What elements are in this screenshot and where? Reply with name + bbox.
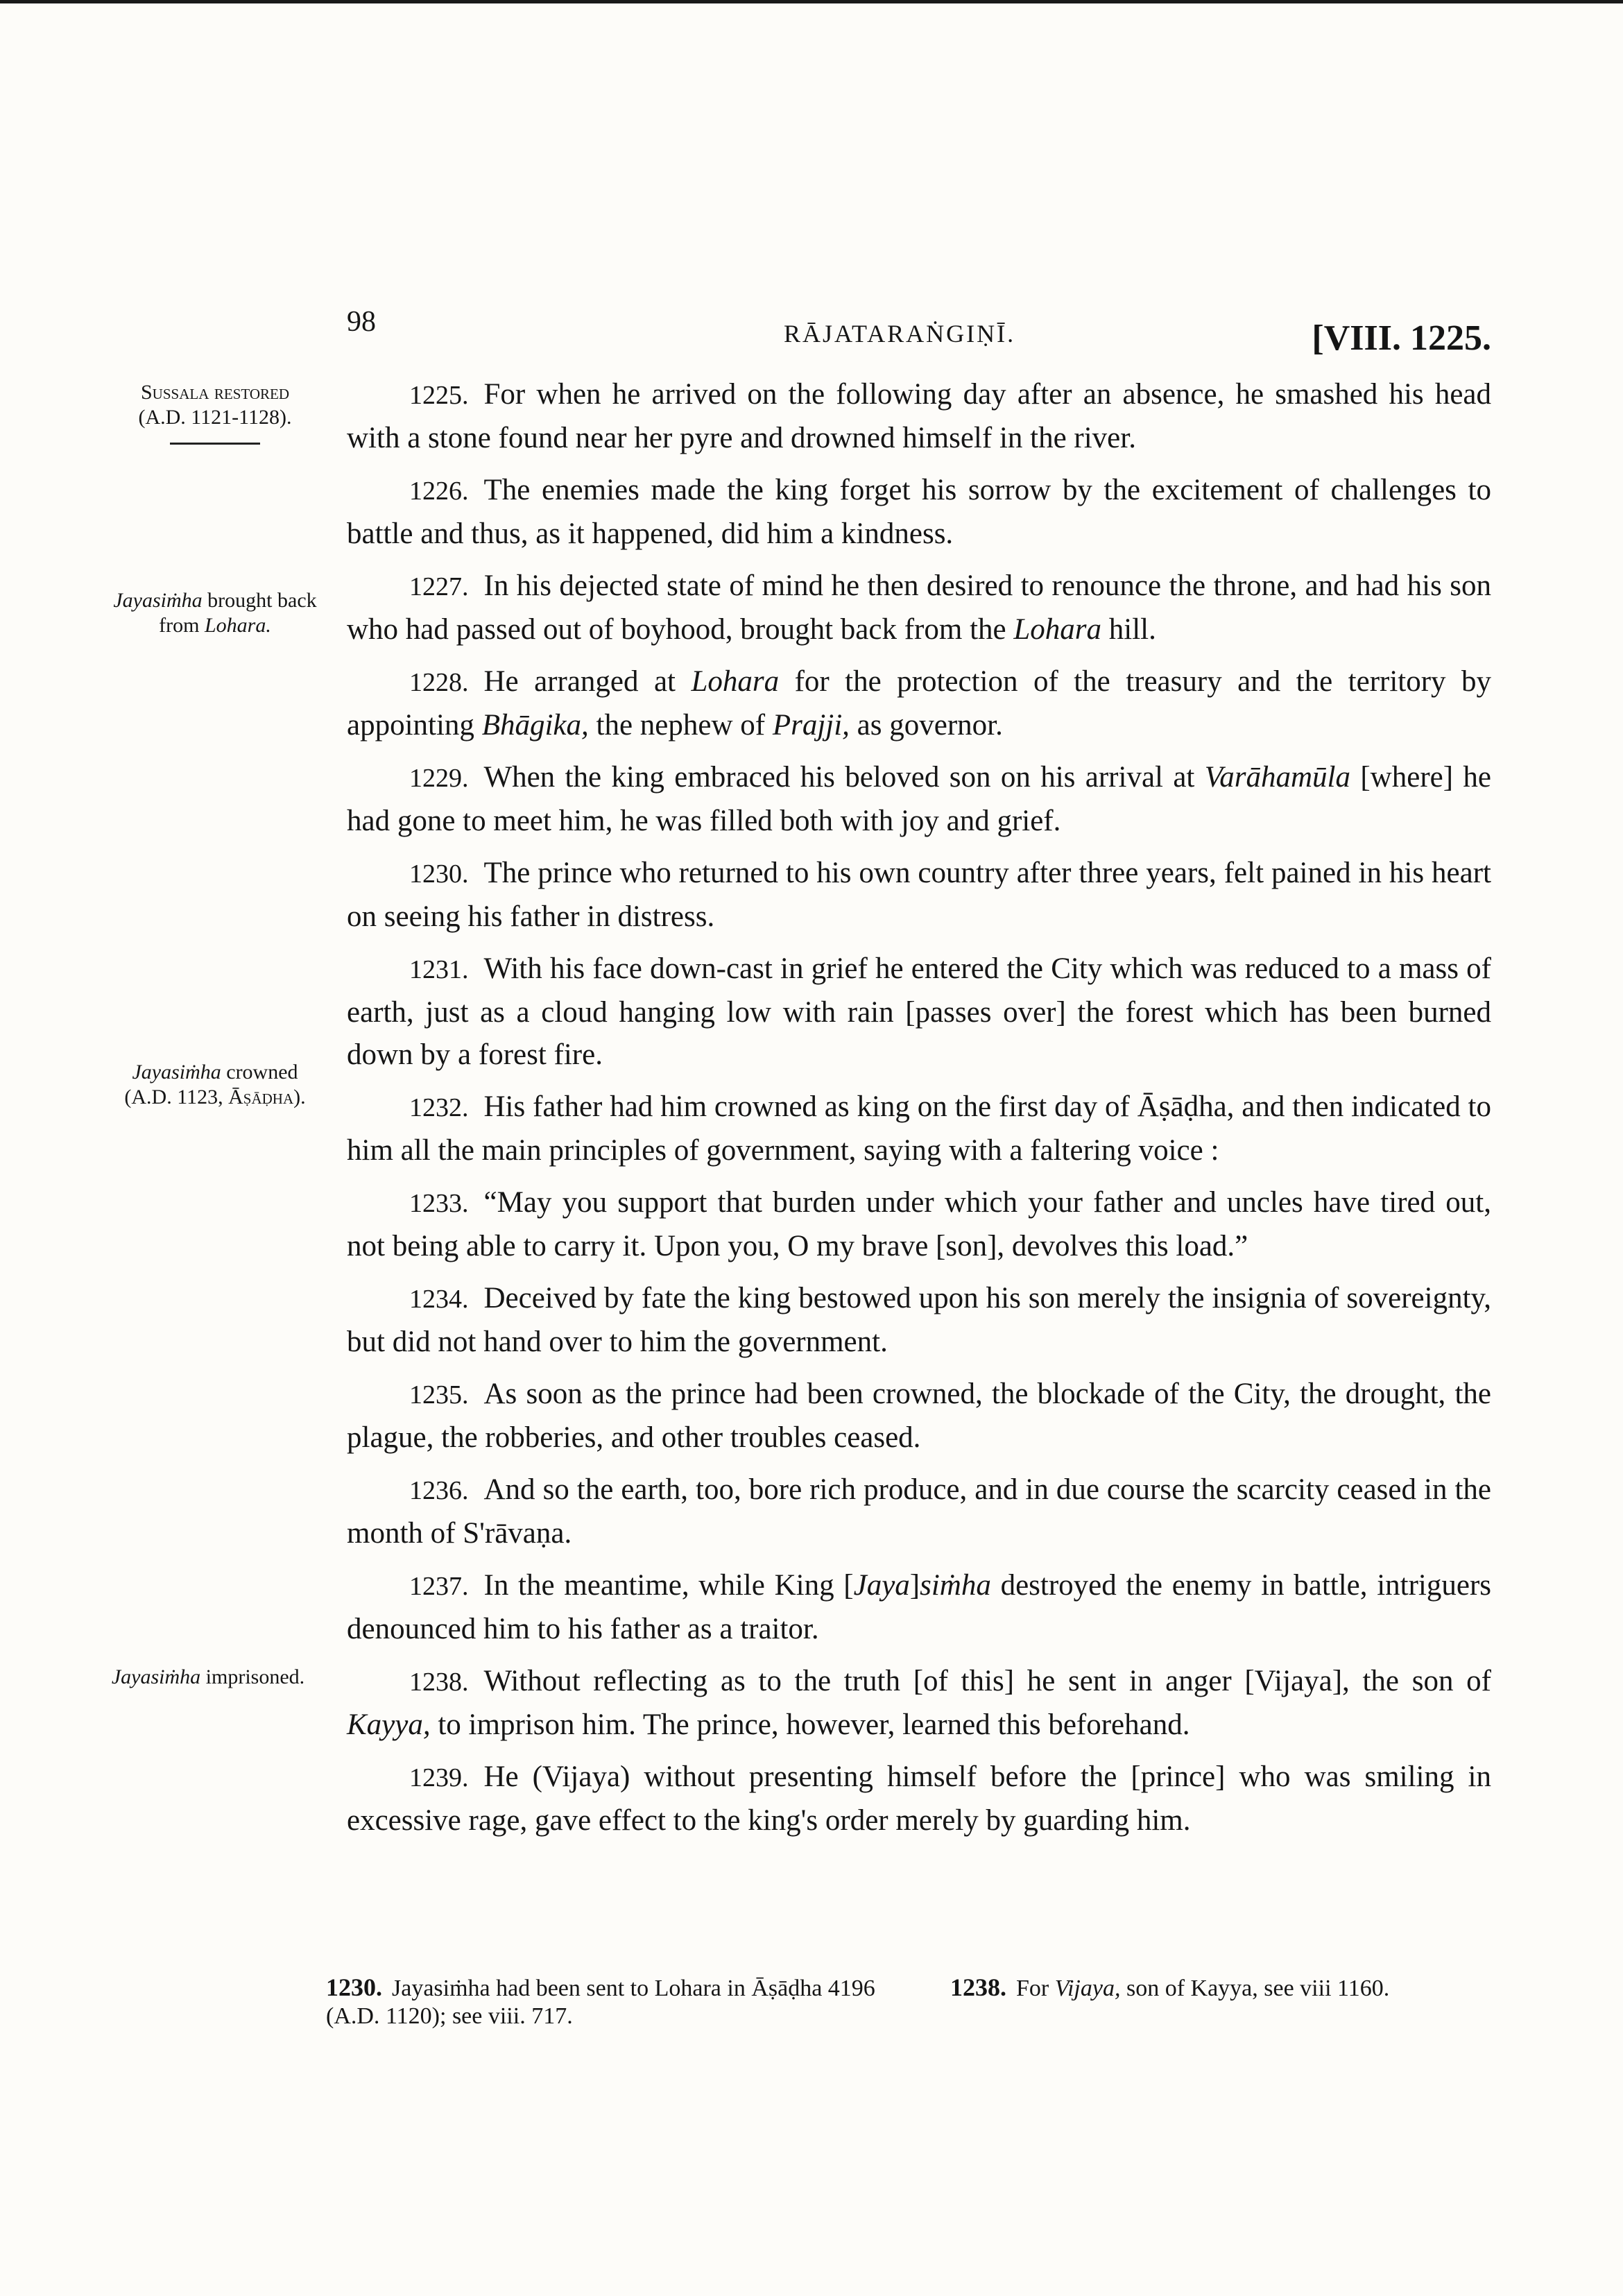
- verse-number: 1233.: [409, 1189, 469, 1218]
- footnote-text: son of Kayya, see viii 1160.: [1126, 1976, 1390, 2001]
- verse-number: 1232.: [409, 1093, 469, 1122]
- footnote-text: 1120); see viii. 717.: [385, 2003, 573, 2029]
- verse-number: 1231.: [409, 955, 469, 984]
- sidenote-title: Sussala restored: [141, 381, 289, 404]
- sidenote-jayasimha-brought-back: [104, 588, 326, 638]
- section-marker: [VIII. 1225.: [1312, 318, 1491, 358]
- verse-number: 1225.: [409, 381, 469, 410]
- footnote-1238: [950, 1973, 1491, 2003]
- verse-text: When the king embraced his beloved son on his arrival at: [483, 761, 1195, 794]
- sidenote-rule: [170, 443, 260, 445]
- footnote-text: For: [1016, 1976, 1049, 2001]
- verse-text: to imprison him. The prince, however, learned this beforehand.: [438, 1708, 1190, 1741]
- person-name: Prajji,: [772, 709, 850, 742]
- verse-number: 1239.: [409, 1763, 469, 1792]
- place-name: Lohara: [691, 665, 780, 698]
- sidenote-jayasimha-crowned: [104, 1060, 326, 1110]
- verse-text: His father had him crowned as king on the first day of Āṣāḍha, and then indicated to him all the main principles of government, saying with a faltering voice :: [347, 1090, 1491, 1167]
- verse-text: With his face down-cast in grief he entered the City which was reduced to a mass of earth, just as a cloud hanging low with rain [passes over] the forest which has been burned down by a forest fire.: [347, 952, 1491, 1071]
- footnote-number: 1238.: [950, 1973, 1006, 2001]
- running-title: RĀJATARAṄGIṆĪ.: [784, 320, 1016, 348]
- footnote-number: 1230.: [326, 1973, 382, 2001]
- verse-text: destroyed the enemy in battle, intriguers denounced him to his father as a traitor.: [347, 1569, 1492, 1645]
- person-name: Jaya: [853, 1569, 910, 1602]
- verse-text: As soon as the prince had been crowned, the blockade of the City, the drought, the plague, the robberies, and other troubles ceased.: [347, 1378, 1491, 1454]
- verse-1234: [347, 1277, 1491, 1363]
- footnote-text: Jayasiṁha had been sent to Lohara in Āṣāḍha 4196 (: [326, 1976, 875, 2029]
- verse-1232: [347, 1086, 1491, 1172]
- verse-text: ]: [909, 1569, 920, 1602]
- top-border-line: [0, 0, 1623, 3]
- person-name: Vijaya,: [1054, 1976, 1121, 2001]
- place-name: Varāhamūla: [1204, 761, 1350, 794]
- verse-1235: [347, 1373, 1491, 1459]
- sidenote-jayasimha-imprisoned: [55, 1665, 361, 1690]
- verse-1237: [347, 1564, 1491, 1650]
- footnote-1230: [326, 1973, 895, 2030]
- verse-text: “May you support that burden under which your father and uncles have tired out, not being able to carry it. Upon you, O my brave [son], devolves this load.”: [347, 1186, 1491, 1262]
- verse-text: For when he arrived on the following day after an absence, he smashed his head with a stone found near her pyre and drowned himself in the river.: [347, 378, 1491, 454]
- running-header: [347, 305, 1491, 358]
- verse-text: [where] he had gone to meet him, he was filled both with joy and grief.: [347, 761, 1491, 837]
- person-name: Bhāgika,: [481, 709, 589, 742]
- verse-1225: [347, 373, 1491, 459]
- main-text: [347, 373, 1491, 1851]
- verse-number: 1234.: [409, 1285, 469, 1314]
- verse-text: the nephew of: [596, 709, 766, 742]
- sidenote-text: crowned: [226, 1061, 298, 1083]
- verse-1226: [347, 469, 1491, 555]
- verse-text: In his dejected state of mind he then desired to renounce the throne, and had his son who had passed out of boyhood, brought back from the: [347, 569, 1491, 646]
- verse-number: 1236.: [409, 1476, 469, 1505]
- verse-number: 1228.: [409, 668, 469, 697]
- verse-text: as governor.: [857, 709, 1003, 742]
- verse-1231: [347, 948, 1491, 1076]
- verse-text: Deceived by fate the king bestowed upon his son merely the insignia of sovereignty, but did not hand over to him the government.: [347, 1282, 1491, 1358]
- verse-number: 1227.: [409, 572, 469, 601]
- verse-1233: [347, 1181, 1491, 1267]
- sidenote-date: (A.D. 1123, Āṣāḍha).: [124, 1086, 306, 1108]
- verse-text: In the meantime, while King [: [483, 1569, 854, 1602]
- verse-text: for the protection of the treasury and the territory by appointing: [347, 665, 1492, 742]
- verse-1228: [347, 660, 1491, 746]
- place-name: Lohara: [1013, 613, 1102, 646]
- verse-1239: [347, 1756, 1491, 1842]
- sidenote-name: Jayasiṁha: [113, 589, 203, 612]
- verse-text: He (Vijaya) without presenting himself before the [prince] who was smiling in excessive rage, gave effect to the king's order merely by guarding him.: [347, 1760, 1491, 1837]
- sidenote-text: brought back from: [159, 589, 317, 637]
- verse-number: 1230.: [409, 859, 469, 889]
- verse-text: He arranged at: [483, 665, 676, 698]
- sidenote-place: Lohara.: [204, 614, 271, 637]
- page-number: 98: [347, 306, 376, 338]
- verse-1229: [347, 756, 1491, 842]
- verse-text: hill.: [1108, 613, 1156, 646]
- verse-number: 1229.: [409, 764, 469, 793]
- verse-text: The enemies made the king forget his sorrow by the excitement of challenges to battle and thus, as it happened, did him a kindness.: [347, 474, 1491, 550]
- verse-1238: [347, 1660, 1491, 1746]
- verse-number: 1238.: [409, 1668, 469, 1697]
- verse-text: And so the earth, too, bore rich produce, and in due course the scarcity ceased in the month of S'rāvaṇa.: [347, 1473, 1491, 1550]
- verse-text: The prince who returned to his own country after three years, felt pained in his heart on seeing his father in distress.: [347, 857, 1491, 933]
- verse-number: 1235.: [409, 1380, 469, 1410]
- verse-number: 1237.: [409, 1572, 469, 1601]
- sidenote-date: (A.D. 1121-1128).: [138, 406, 292, 429]
- person-name: siṁha: [920, 1569, 991, 1602]
- sidenote-text: imprisoned.: [205, 1665, 305, 1688]
- sidenote-name: Jayasiṁha: [132, 1061, 221, 1083]
- footnote-date-era: A.D.: [334, 2003, 380, 2029]
- sidenote-sussala-restored: [104, 380, 326, 445]
- verse-text: Without reflecting as to the truth [of this] he sent in anger [Vijaya], the son of: [483, 1665, 1491, 1697]
- sidenote-name: Jayasiṁha: [111, 1665, 201, 1688]
- verse-number: 1226.: [409, 477, 469, 506]
- verse-1230: [347, 852, 1491, 938]
- person-name: Kayya,: [347, 1708, 431, 1741]
- verse-1236: [347, 1468, 1491, 1554]
- verse-1227: [347, 565, 1491, 651]
